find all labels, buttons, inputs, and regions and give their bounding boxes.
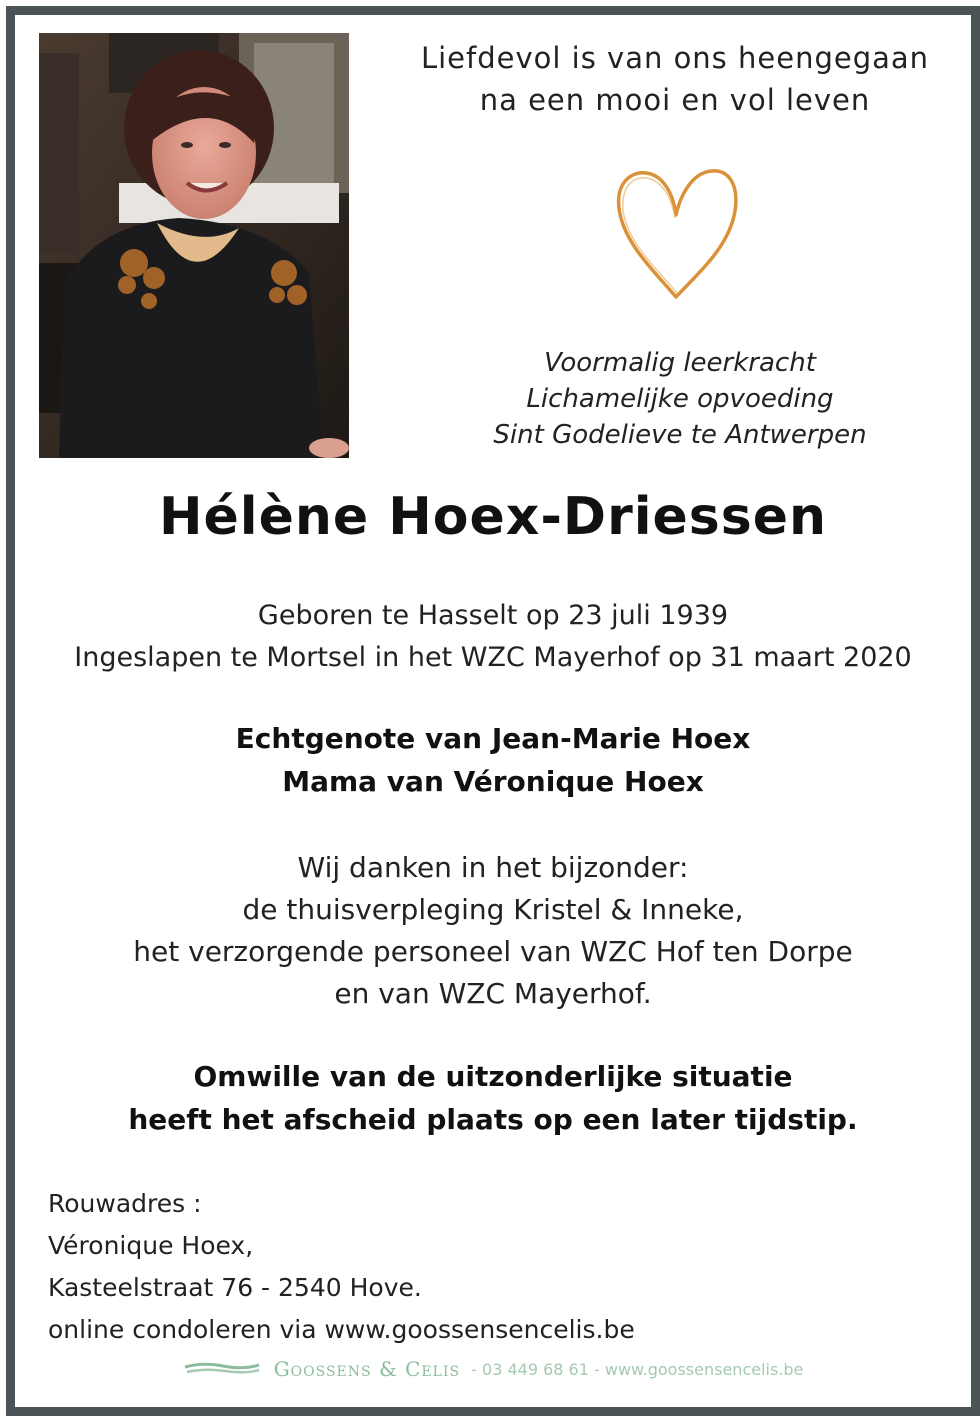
family-relations bbox=[15, 717, 971, 803]
former-role bbox=[395, 345, 965, 453]
child-line: Mama van Véronique Hoex bbox=[282, 765, 704, 798]
former-role-line: Voormalig leerkracht bbox=[544, 348, 816, 378]
thanks-line: de thuisverpleging Kristel & Inneke, bbox=[242, 893, 744, 926]
life-dates bbox=[15, 595, 971, 679]
obituary-card bbox=[6, 6, 980, 1416]
thanks-line: het verzorgende personeel van WZC Hof ten Dorpe bbox=[133, 935, 853, 968]
farewell-notice bbox=[15, 1055, 971, 1141]
mourning-address bbox=[48, 1183, 928, 1351]
footer bbox=[15, 1357, 971, 1381]
thanks-line: en van WZC Mayerhof. bbox=[334, 977, 652, 1010]
address-street: Kasteelstraat 76 - 2540 Hove. bbox=[48, 1273, 422, 1302]
funeral-home-contact: - 03 449 68 61 - www.goossensencelis.be bbox=[471, 1359, 804, 1379]
notice-line: Omwille van de uitzonderlijke situatie bbox=[193, 1060, 793, 1093]
condolence-link[interactable]: online condoleren via www.goossensencelis.be bbox=[48, 1315, 635, 1344]
death-line: Ingeslapen te Mortsel in het WZC Mayerhof op 31 maart 2020 bbox=[74, 642, 912, 673]
funeral-home-name: Goossens & Celis bbox=[273, 1357, 461, 1381]
heart-icon bbox=[611, 163, 741, 303]
deceased-name: Hélène Hoex-Driessen bbox=[159, 487, 827, 547]
wave-logo-icon bbox=[183, 1360, 261, 1378]
portrait-image bbox=[39, 33, 349, 458]
intro-line: Liefdevol is van ons heengegaan bbox=[420, 41, 930, 75]
former-role-line: Lichamelijke opvoeding bbox=[526, 384, 834, 414]
birth-line: Geboren te Hasselt op 23 juli 1939 bbox=[257, 600, 729, 631]
thanks-text bbox=[15, 847, 971, 1015]
address-label: Rouwadres : bbox=[48, 1189, 202, 1218]
intro-line: na een mooi en vol leven bbox=[479, 83, 871, 117]
former-role-line: Sint Godelieve te Antwerpen bbox=[493, 420, 867, 450]
portrait-photo bbox=[39, 33, 349, 458]
thanks-line: Wij danken in het bijzonder: bbox=[297, 851, 689, 884]
spouse-line: Echtgenote van Jean-Marie Hoex bbox=[235, 722, 751, 755]
intro-text bbox=[385, 37, 965, 121]
notice-line: heeft het afscheid plaats op een later tijdstip. bbox=[128, 1103, 858, 1136]
address-name: Véronique Hoex, bbox=[48, 1231, 254, 1260]
